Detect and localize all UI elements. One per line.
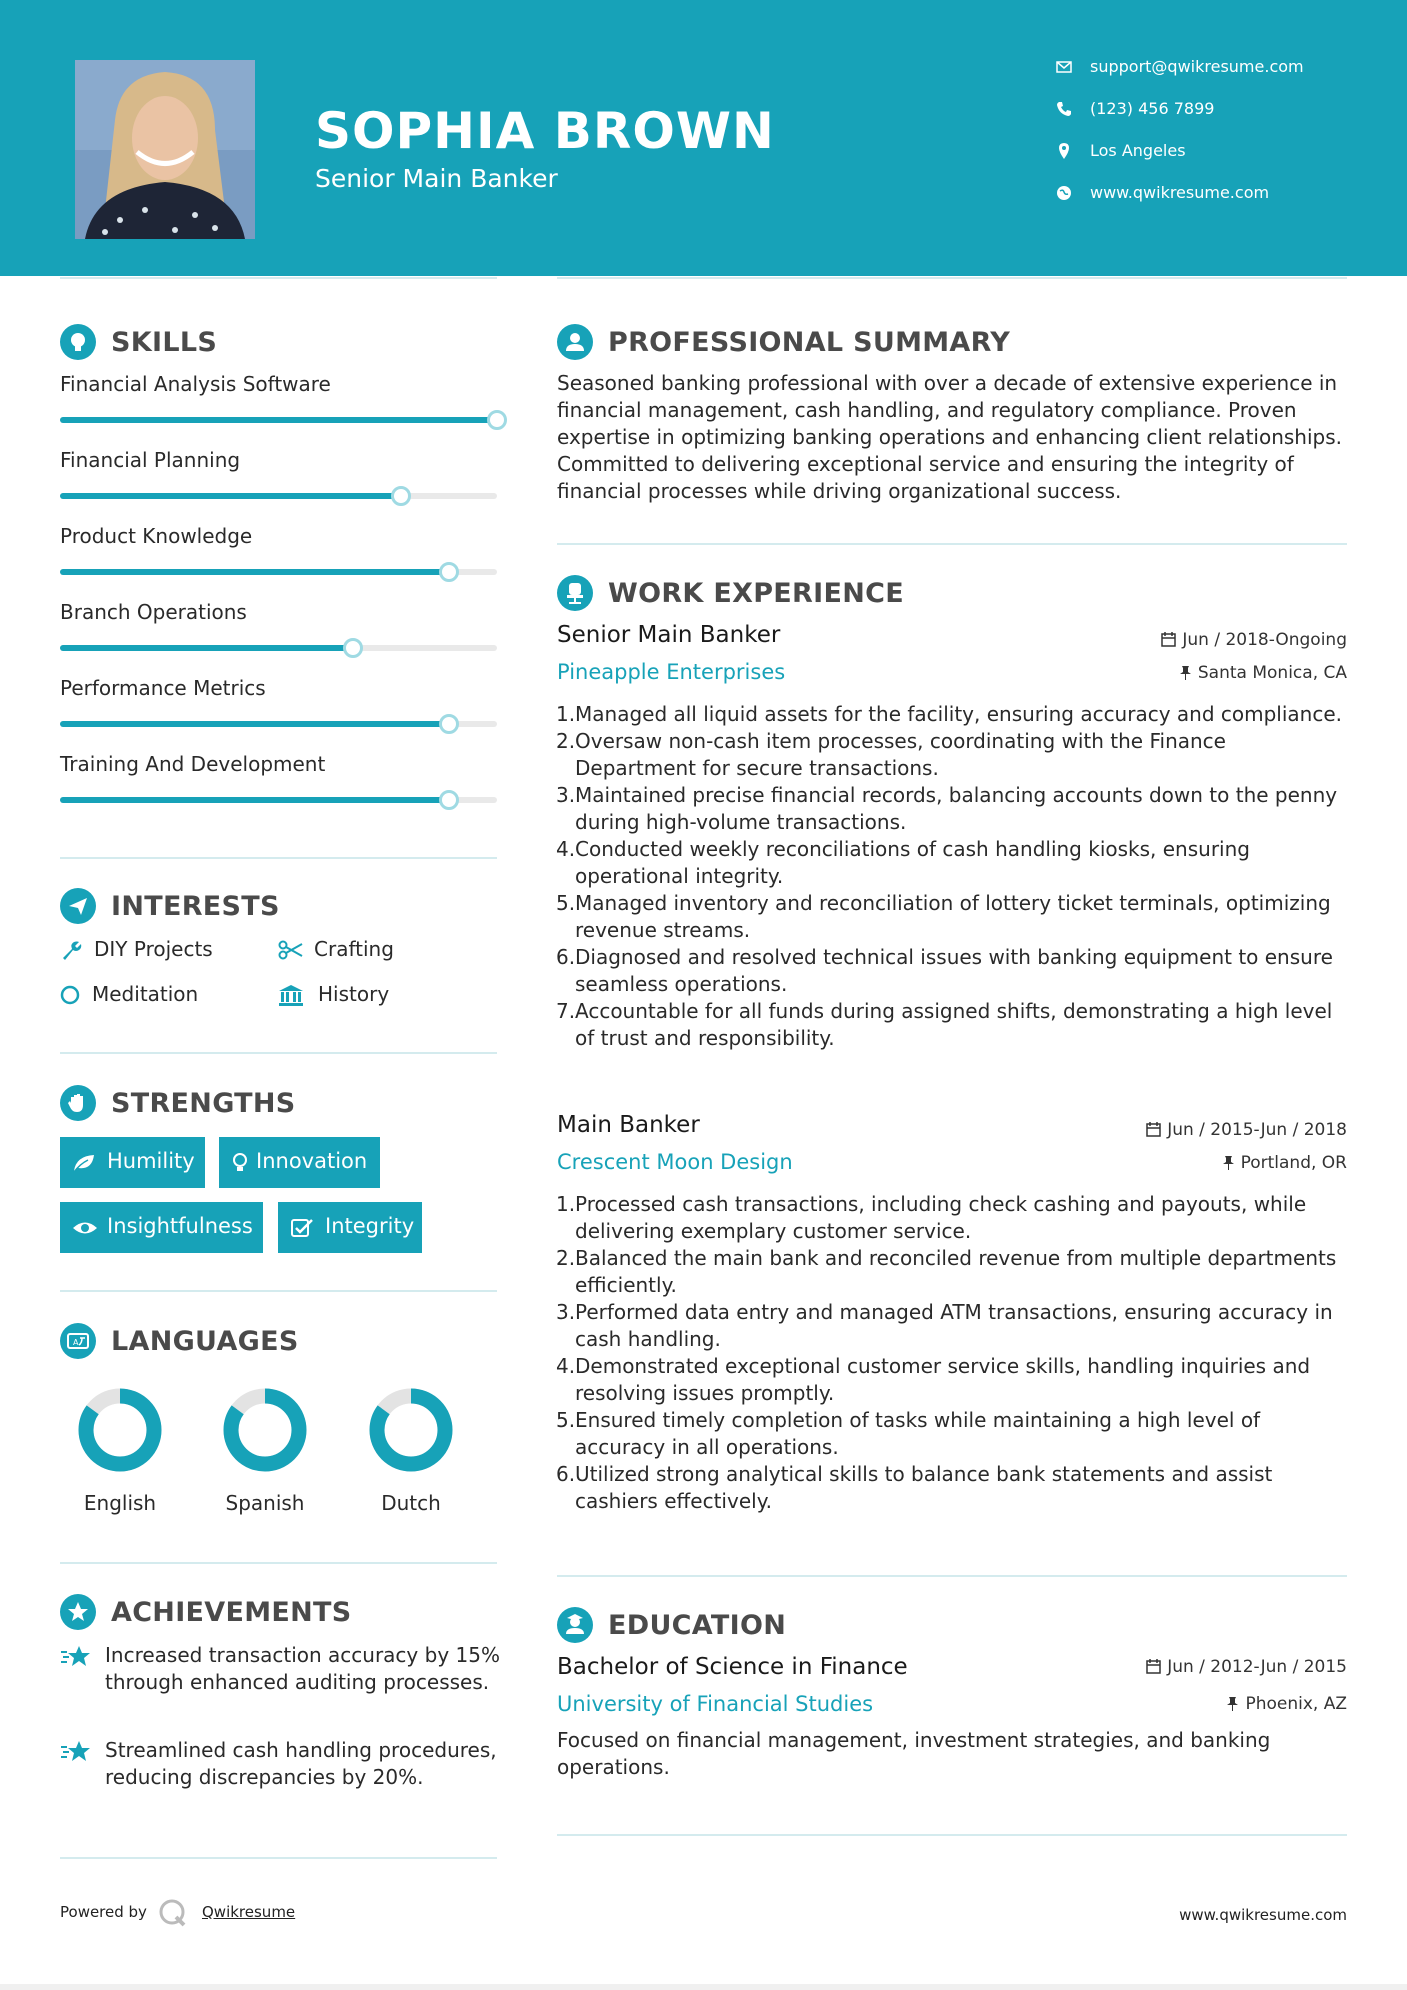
skill-level-handle (439, 714, 459, 734)
skill-label: Training And Development (60, 752, 326, 776)
skill-level-handle (487, 410, 507, 430)
degree-title: Bachelor of Science in Finance (557, 1654, 908, 1680)
chair-icon (557, 575, 593, 611)
strength-badge (60, 1202, 263, 1253)
calendar-icon (1146, 1659, 1161, 1674)
list-number: 5. (556, 1408, 576, 1432)
lightbulb-icon (231, 1152, 249, 1179)
user-icon (557, 324, 593, 360)
responsibility-item (557, 782, 1347, 836)
contact-location (1055, 140, 1186, 160)
responsibility-text: Performed data entry and managed ATM transactions, ensuring accuracy in cash handling. (575, 1300, 1333, 1351)
job-location (1222, 1153, 1347, 1173)
language-label: Spanish (225, 1491, 305, 1515)
svg-text:A: A (73, 1338, 79, 1347)
list-number: 1. (556, 1192, 576, 1216)
calendar-icon (1161, 632, 1176, 647)
job-dates (1161, 630, 1347, 650)
responsibility-item (557, 1461, 1347, 1515)
list-number: 3. (556, 1300, 576, 1324)
language-label: English (83, 1491, 157, 1515)
interest-label: Crafting (314, 937, 394, 961)
contact-website[interactable] (1055, 182, 1270, 202)
list-number: 5. (556, 891, 576, 915)
pushpin-icon (1179, 665, 1192, 680)
achievements-title: ACHIEVEMENTS (111, 1597, 352, 1628)
education-dates (1146, 1657, 1347, 1677)
skill-bar-fill (60, 417, 497, 423)
experience-title: WORK EXPERIENCE (608, 578, 904, 609)
language-icon (60, 1323, 96, 1359)
skill-label: Financial Planning (60, 448, 241, 472)
job-location-text: Portland, OR (1240, 1153, 1347, 1173)
scissors-icon (278, 939, 304, 966)
education-location-text: Phoenix, AZ (1245, 1694, 1347, 1714)
contact-location-text: Los Angeles (1090, 141, 1186, 160)
responsibility-text: Balanced the main bank and reconciled revenue from multiple departments efficiently. (575, 1246, 1337, 1297)
language-item (205, 1383, 325, 1515)
strength-badge (60, 1137, 205, 1188)
summary-title: PROFESSIONAL SUMMARY (608, 327, 1011, 358)
language-item (60, 1383, 180, 1515)
skill-bar-fill (60, 645, 353, 651)
contact-email-text: support@qwikresume.com (1090, 57, 1304, 76)
skill-bar-fill (60, 493, 401, 499)
footer-website[interactable]: www.qwikresume.com (1179, 1906, 1347, 1924)
skill-label: Performance Metrics (60, 676, 266, 700)
skill-label: Financial Analysis Software (60, 372, 331, 396)
lightbulb-icon (60, 324, 96, 360)
job-title: Senior Main Banker (557, 622, 781, 648)
star-icon (60, 1642, 94, 1674)
strength-label: Humility (107, 1149, 195, 1173)
powered-by-text: Powered by (60, 1903, 147, 1921)
responsibility-item (557, 1407, 1347, 1461)
divider (60, 1857, 497, 1859)
responsibility-text: Ensured timely completion of tasks while maintaining a high level of accuracy in all operations. (575, 1408, 1261, 1459)
job-dates-text: Jun / 2015-Jun / 2018 (1167, 1120, 1347, 1140)
summary-text: Seasoned banking professional with over a decade of extensive experience in financial management, cash handling, and regulatory compliance. Proven expertise in optimizing banking operations and enhancing client relationships. Committed to delivering exceptional service and ensuring the integrity of financial processes while driving organizational success. (557, 371, 1343, 503)
responsibility-text: Conducted weekly reconciliations of cash handling kiosks, ensuring operational integrity. (575, 837, 1250, 888)
skill-bar (60, 569, 497, 575)
language-donut (60, 1383, 180, 1483)
list-number: 4. (556, 837, 576, 861)
responsibility-item (557, 998, 1347, 1052)
education-dates-text: Jun / 2012-Jun / 2015 (1167, 1657, 1347, 1677)
list-number: 1. (556, 702, 576, 726)
list-number: 6. (556, 1462, 576, 1486)
achievement-text: Streamlined cash handling procedures, reducing discrepancies by 20%. (105, 1738, 497, 1789)
header-banner (0, 0, 1407, 276)
education-title: EDUCATION (608, 1610, 787, 1641)
responsibility-text: Utilized strong analytical skills to balance bank statements and assist cashiers effectively. (575, 1462, 1273, 1513)
interest-label: History (318, 982, 390, 1006)
job-title: Main Banker (557, 1112, 700, 1138)
list-number: 2. (556, 729, 576, 753)
footer-powered-by (60, 1903, 296, 1921)
map-marker-icon (1055, 142, 1073, 160)
skill-level-handle (391, 486, 411, 506)
responsibility-text: Diagnosed and resolved technical issues with banking equipment to ensure seamless operations. (575, 945, 1333, 996)
star-icon (60, 1737, 94, 1769)
responsibility-text: Maintained precise financial records, balancing accounts down to the penny during high-volume transactions. (575, 783, 1338, 834)
language-item (351, 1383, 471, 1515)
envelope-icon (1055, 58, 1073, 76)
wrench-icon (60, 939, 82, 966)
strength-label: Innovation (256, 1149, 368, 1173)
responsibility-item (557, 944, 1347, 998)
bottom-strip (0, 1984, 1407, 1990)
company-name: Crescent Moon Design (557, 1150, 793, 1174)
list-number: 6. (556, 945, 576, 969)
profile-photo (75, 60, 255, 239)
pushpin-icon (1222, 1155, 1235, 1170)
responsibility-text: Managed all liquid assets for the facility, ensuring accuracy and compliance. (575, 702, 1343, 726)
responsibility-item (557, 728, 1347, 782)
strength-label: Integrity (325, 1214, 415, 1238)
contact-phone[interactable] (1055, 98, 1215, 118)
language-donut (351, 1383, 471, 1483)
hand-icon (60, 1085, 96, 1121)
responsibility-list (557, 701, 1347, 1052)
languages-title: LANGUAGES (111, 1326, 299, 1357)
contact-email[interactable] (1055, 56, 1304, 76)
globe-icon (1055, 184, 1073, 202)
skill-label: Branch Operations (60, 600, 247, 624)
phone-icon (1055, 100, 1073, 118)
divider (60, 1562, 497, 1564)
strength-badge (219, 1137, 380, 1188)
skill-level-handle (439, 790, 459, 810)
skill-bar-fill (60, 797, 449, 803)
qwikresume-logo-icon (158, 1897, 190, 1931)
education-description: Focused on financial management, investment strategies, and banking operations. (557, 1728, 1271, 1779)
job-location-text: Santa Monica, CA (1197, 663, 1347, 683)
eye-icon (72, 1217, 98, 1244)
contact-website-text: www.qwikresume.com (1090, 183, 1270, 202)
leaf-icon (72, 1152, 96, 1179)
bank-icon (278, 984, 304, 1011)
candidate-name: SOPHIA BROWN (315, 102, 775, 160)
divider (60, 277, 497, 279)
responsibility-item (557, 836, 1347, 890)
responsibility-text: Managed inventory and reconciliation of lottery ticket terminals, optimizing revenue streams. (575, 891, 1331, 942)
skill-bar-fill (60, 569, 449, 575)
divider (60, 1052, 497, 1054)
divider (557, 543, 1347, 545)
responsibility-text: Accountable for all funds during assigned shifts, demonstrating a high level of trust and responsibility. (575, 999, 1333, 1050)
strength-badge (278, 1202, 422, 1253)
pushpin-icon (1226, 1696, 1239, 1711)
responsibility-item (557, 1245, 1347, 1299)
divider (60, 1290, 497, 1292)
list-number: 4. (556, 1354, 576, 1378)
skill-level-handle (343, 638, 363, 658)
responsibility-item (557, 701, 1347, 728)
company-name: Pineapple Enterprises (557, 660, 786, 684)
responsibility-item (557, 1353, 1347, 1407)
job-dates-text: Jun / 2018-Ongoing (1182, 630, 1347, 650)
responsibility-item (557, 1299, 1347, 1353)
responsibility-text: Processed cash transactions, including check cashing and payouts, while delivering exemplary customer service. (575, 1192, 1307, 1243)
responsibility-list (557, 1191, 1347, 1515)
list-number: 7. (556, 999, 576, 1023)
responsibility-text: Demonstrated exceptional customer service skills, handling inquiries and resolving issues promptly. (575, 1354, 1311, 1405)
candidate-title: Senior Main Banker (315, 164, 558, 193)
contact-phone-text: (123) 456 7899 (1090, 99, 1215, 118)
language-label: Dutch (381, 1491, 441, 1515)
strength-label: Insightfulness (107, 1214, 253, 1238)
skill-bar (60, 645, 497, 651)
paper-plane-icon (60, 888, 96, 924)
responsibility-item (557, 890, 1347, 944)
strengths-title: STRENGTHS (111, 1088, 296, 1119)
skills-title: SKILLS (111, 327, 218, 358)
interest-label: DIY Projects (94, 937, 213, 961)
interests-title: INTERESTS (111, 891, 280, 922)
skill-label: Product Knowledge (60, 524, 253, 548)
divider (557, 1575, 1347, 1577)
interest-label: Meditation (92, 982, 199, 1006)
skill-bar (60, 797, 497, 803)
job-location (1179, 663, 1347, 683)
circle-icon (60, 984, 82, 1011)
achievement-text: Increased transaction accuracy by 15% through enhanced auditing processes. (105, 1643, 500, 1694)
check-square-icon (290, 1217, 314, 1244)
responsibility-item (557, 1191, 1347, 1245)
language-donut (205, 1383, 325, 1483)
graduate-icon (557, 1607, 593, 1643)
skill-level-handle (439, 562, 459, 582)
education-location (1226, 1694, 1347, 1714)
responsibility-text: Oversaw non-cash item processes, coordinating with the Finance Department for secure transactions. (575, 729, 1226, 780)
star-badge-icon (60, 1594, 96, 1630)
list-number: 2. (556, 1246, 576, 1270)
divider (60, 857, 497, 859)
calendar-icon (1146, 1122, 1161, 1137)
brand-link[interactable]: Qwikresume (202, 1903, 296, 1921)
skill-bar-fill (60, 721, 449, 727)
divider (557, 277, 1347, 279)
list-number: 3. (556, 783, 576, 807)
divider (557, 1834, 1347, 1836)
skill-bar (60, 493, 497, 499)
skill-bar (60, 417, 497, 423)
school-name: University of Financial Studies (557, 1692, 874, 1716)
job-dates (1146, 1120, 1347, 1140)
skill-bar (60, 721, 497, 727)
